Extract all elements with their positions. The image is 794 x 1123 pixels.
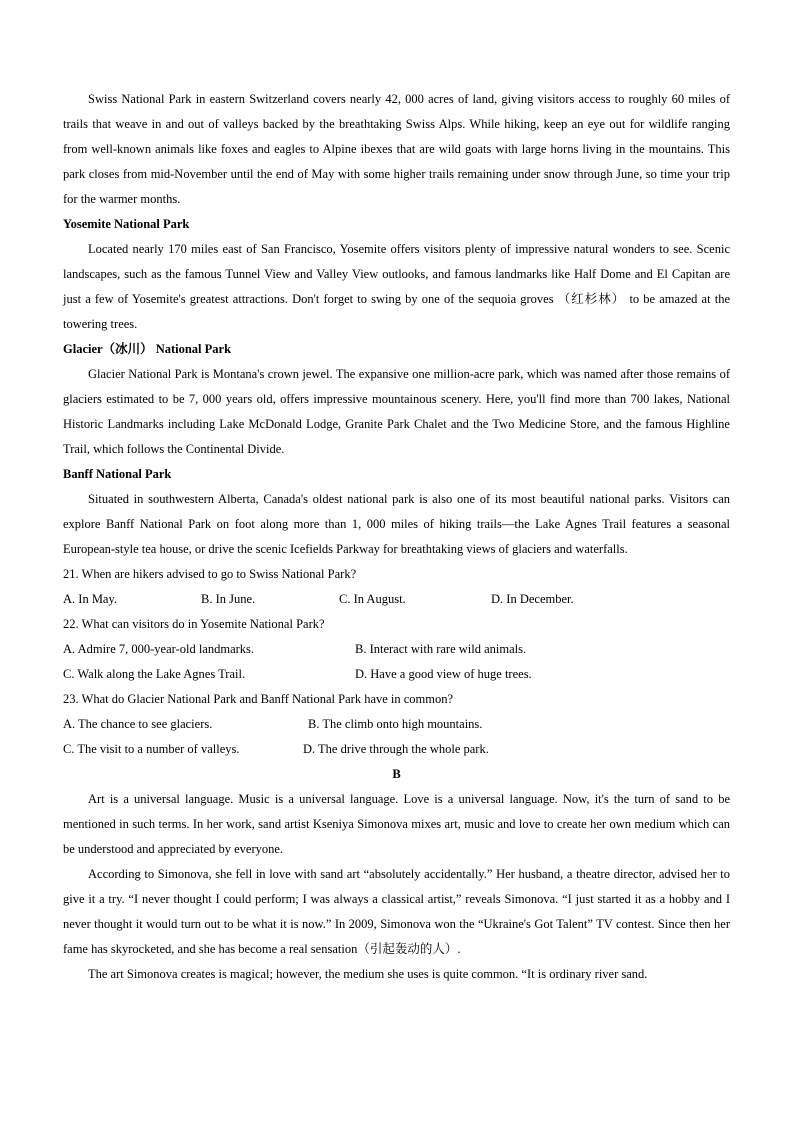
option-b: B. Interact with rare wild animals. [355, 642, 527, 656]
swiss-paragraph: Swiss National Park in eastern Switzerland covers nearly 42, 000 acres of land, giving visitors access to roughly 60 miles of trails that weave in and out of valleys backed by the breathtaking Swiss Alps. While hiking, keep an eye out for wildlife ranging from well-known animals like foxes and eagles to Alpine ibexes that are wild goats with large horns living in the mountains. This park closes from mid-November until the end of May with some higher trails remaining under snow through June, so time your trip for the warmer months. [63, 92, 730, 206]
option-c: C. The visit to a number of valleys. [63, 742, 240, 756]
sand-art-paragraph-3: The art Simonova creates is magical; however, the medium she uses is quite common. “It is ordinary river sand. [88, 967, 648, 981]
option-d: D. In December. [491, 592, 574, 606]
sand-art-paragraph-2: According to Simonova, she fell in love with sand art “absolutely accidentally.” Her husband, a theatre director, advised her to give it a try. “I never thought I could perform; I was always a classical artist,” reveals Simonova. “I just started it as a hobby and I never thought it would turn out to be what it is now.” In 2009, Simonova won the “Ukraine's Got Talent” TV contest. Since then her fame has skyrocketed, and she has become a real sensation（引起轰动的人）. [63, 867, 730, 956]
option-b: B. The climb onto high mountains. [308, 717, 483, 731]
glacier-paragraph: Glacier National Park is Montana's crown jewel. The expansive one million-acre park, which was named after those remains of glaciers estimated to be 7, 000 years old, offers impressive mountainous scenery. Here, you'll find more than 700 lakes, National Historic Landmarks including Lake McDonald Lodge, Granite Park Chalet and the Two Medicine Store, and the famous Highline Trail, which follows the Continental Divide. [63, 367, 730, 456]
option-a: A. The chance to see glaciers. [63, 717, 213, 731]
banff-heading: Banff National Park [63, 467, 172, 481]
option-d: D. Have a good view of huge trees. [355, 667, 532, 681]
yosemite-heading: Yosemite National Park [63, 217, 190, 231]
sand-art-paragraph-1: Art is a universal language. Music is a universal language. Love is a universal language. Now, it's the turn of sand to be mentioned in such terms. In her work, sand artist Kseniya Simonova mixes art, music and love to create her own medium which can be understood and appreciated by everyone. [63, 792, 730, 856]
page-content [63, 87, 730, 987]
question-stem: 21. When are hikers advised to go to Swiss National Park? [63, 567, 357, 581]
option-c: C. Walk along the Lake Agnes Trail. [63, 667, 246, 681]
option-a: A. Admire 7, 000-year-old landmarks. [63, 642, 255, 656]
answer-options [63, 587, 730, 612]
option-d: D. The drive through the whole park. [303, 742, 489, 756]
question-21 [63, 562, 730, 612]
section-label: B [392, 767, 401, 781]
yosemite-paragraph: Located nearly 170 miles east of San Francisco, Yosemite offers visitors plenty of impressive natural wonders to see. Scenic landscapes, such as the famous Tunnel View and Valley View outlooks, and famous landmarks like Half Dome and El Capitan are just a few of Yosemite's greatest attractions. Don't forget to swing by one of the sequoia groves （红杉林） to be amazed at the towering trees. [63, 242, 730, 331]
answer-options-row [63, 737, 730, 762]
question-stem: 22. What can visitors do in Yosemite National Park? [63, 617, 325, 631]
banff-paragraph: Situated in southwestern Alberta, Canada's oldest national park is also one of its most beautiful national parks. Visitors can explore Banff National Park on foot along more than 1, 000 miles of hiking trails—the Lake Agnes Trail features a seasonal European-style tea house, or drive the scenic Icefields Parkway for breathtaking views of glaciers and waterfalls. [63, 492, 730, 556]
question-22 [63, 612, 730, 687]
answer-options-row [63, 712, 730, 737]
question-23 [63, 687, 730, 762]
option-b: B. In June. [201, 592, 256, 606]
answer-options-row [63, 637, 730, 662]
option-c: C. In August. [339, 592, 406, 606]
option-a: A. In May. [63, 592, 118, 606]
question-stem: 23. What do Glacier National Park and Banff National Park have in common? [63, 692, 454, 706]
glacier-heading: Glacier（冰川） National Park [63, 342, 232, 356]
answer-options-row [63, 662, 730, 687]
